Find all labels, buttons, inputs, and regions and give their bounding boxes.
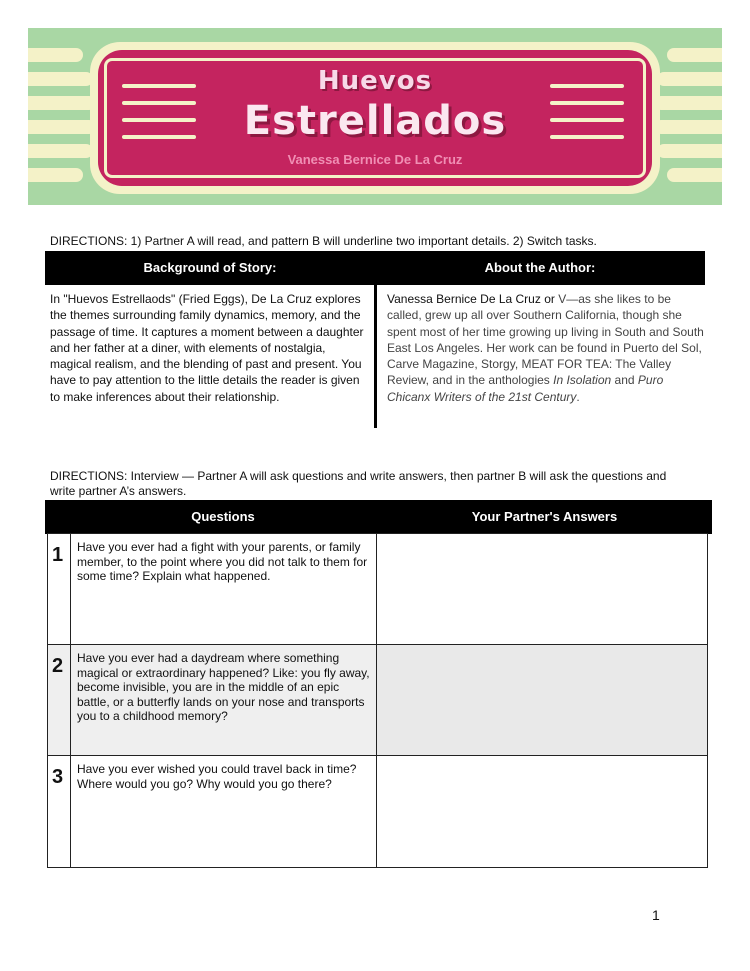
answer-cell[interactable] bbox=[377, 645, 707, 755]
row-number-cell bbox=[48, 756, 71, 867]
row-number-cell bbox=[48, 534, 71, 644]
author-byline: Vanessa Bernice De La Cruz bbox=[287, 152, 463, 167]
table-row bbox=[47, 533, 708, 645]
title-line-2: Estrellados bbox=[243, 98, 507, 144]
directions-reading: DIRECTIONS: 1) Partner A will read, and pattern B will underline two important details. 2) Switch tasks. bbox=[50, 234, 597, 248]
title-banner bbox=[28, 28, 722, 205]
and-text: and bbox=[614, 373, 635, 388]
decorative-pill bbox=[28, 48, 83, 62]
directions-interview: DIRECTIONS: Interview — Partner A will ask questions and write answers, then partner B will ask the questions and write partner A’s answers. bbox=[50, 469, 667, 498]
author-header: About the Author: bbox=[484, 260, 596, 275]
answers-header: Your Partner's Answers bbox=[471, 509, 618, 524]
row-number-cell bbox=[48, 645, 71, 755]
decorative-pill bbox=[667, 168, 722, 182]
author-bio bbox=[387, 291, 705, 405]
info-column-divider bbox=[374, 285, 377, 428]
question-text: Have you ever had a fight with your parents, or family member, to the point where you did not talk to them for some time? Explain what happened. bbox=[77, 540, 368, 584]
row-number: 3 bbox=[52, 766, 64, 788]
bio-period: . bbox=[576, 389, 580, 404]
row-number: 1 bbox=[52, 544, 64, 566]
row-number: 2 bbox=[52, 655, 64, 677]
interview-table-header bbox=[45, 500, 712, 534]
author-name: Vanessa Bernice De La Cruz or bbox=[387, 292, 555, 306]
question-text: Have you ever wished you could travel back in time? Where would you go? Why would you go there? bbox=[77, 762, 357, 791]
table-row bbox=[47, 644, 708, 756]
question-text: Have you ever had a daydream where something magical or extraordinary happened? Like: you fly away, become invisible, you are in the middle of an epic battle, or a butterfly lands on your nose and transports you to a childhood memory? bbox=[77, 651, 370, 724]
title-line-1: Huevos bbox=[317, 66, 433, 96]
decorative-pill bbox=[667, 48, 722, 62]
background-text: In "Huevos Estrellaods" (Fried Eggs), De La Cruz explores the themes surrounding family dynamics, memory, and the passage of time. It captures a moment between a daughter and her father at a diner, with elements of nostalgia, magical realism, and the blending of past and present. You have to pay attention to the little details the reader is given to make inferences about their relationship. bbox=[50, 292, 364, 404]
info-table-header bbox=[45, 251, 705, 285]
author-bio-text: V—as she likes to be called, grew up all over Southern California, though she spent most of her time growing up living in South and South East Los Angeles. Her work can be found in Puerto del Sol, Carve Magazine, Storgy, MEAT FOR TEA: The Valley Review, and in the anthologies bbox=[387, 292, 704, 388]
anthology-title: Puro Chicanx Writers of the 21st Century bbox=[387, 373, 664, 404]
anthology-title: In Isolation bbox=[553, 373, 612, 388]
table-row bbox=[47, 755, 708, 868]
decorative-pill bbox=[28, 168, 83, 182]
questions-header: Questions bbox=[191, 509, 255, 524]
answer-cell[interactable] bbox=[377, 756, 707, 867]
answer-cell[interactable] bbox=[377, 534, 707, 644]
background-header: Background of Story: bbox=[143, 260, 277, 275]
page-number: 1 bbox=[652, 907, 660, 923]
